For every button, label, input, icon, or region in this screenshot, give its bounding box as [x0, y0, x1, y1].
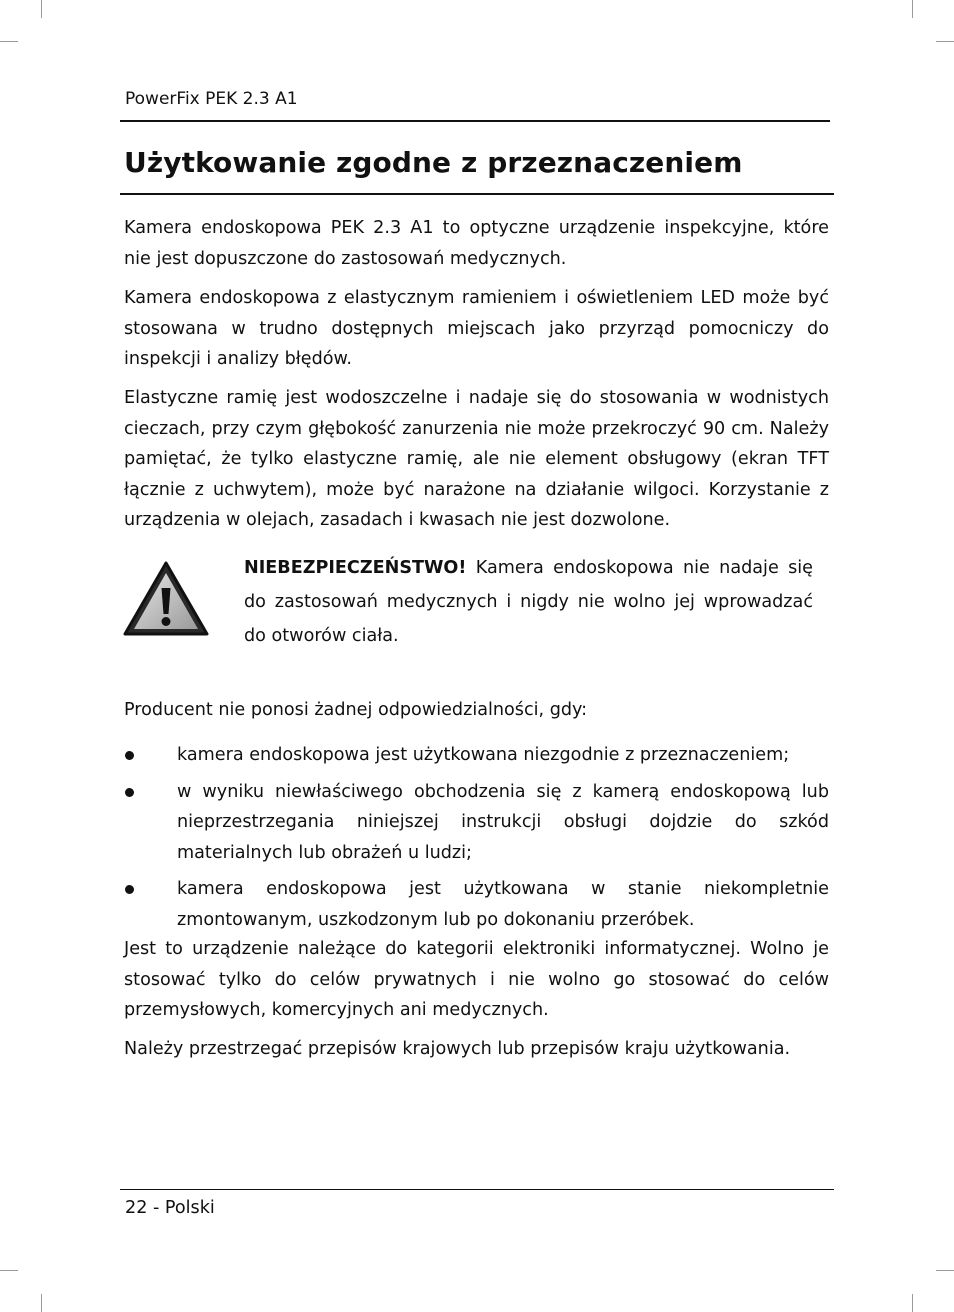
- list-item-text: w wyniku niewłaściwego obchodzenia się z kamerą endoskopową lub nieprzestrzegania niniejszej instrukcji obsługi dojdzie do szkód materialnych lub obrażeń u ludzi;: [177, 781, 829, 863]
- bullet-icon: [125, 788, 134, 797]
- running-header: PowerFix PEK 2.3 A1: [125, 89, 298, 109]
- crop-mark: [936, 41, 954, 42]
- bullet-icon: [125, 885, 134, 894]
- bullet-icon: [125, 751, 134, 760]
- list-item-text: kamera endoskopowa jest użytkowana w stanie niekompletnie zmontowanym, uszkodzonym lub po dokonaniu przeróbek.: [177, 879, 829, 930]
- page-title: Użytkowanie zgodne z przeznaczeniem: [124, 146, 743, 179]
- page-number: 22 - Polski: [125, 1198, 215, 1218]
- warning-body: Kamera endoskopowa nie nadaje się do zastosowań medycznych i nigdy nie wolno jej wprowadzać do otworów ciała.: [244, 558, 813, 646]
- paragraph-regulations: Należy przestrzegać przepisów krajowych lub przepisów kraju użytkowania.: [124, 1039, 791, 1059]
- paragraph-application: Kamera endoskopowa z elastycznym ramieniem i oświetleniem LED może być stosowana w trudno dostępnych miejscach jako przyrząd pomocniczy do inspekcji i analizy błędów.: [124, 288, 829, 369]
- paragraph-device-category: Jest to urządzenie należące do kategorii elektroniki informatycznej. Wolno je stosować tylko do celów prywatnych i nie wolno go stosować do celów przemysłowych, komercyjnych ani medycznych.: [124, 939, 829, 1020]
- liability-list: [124, 740, 829, 935]
- paragraph-intended-use: Kamera endoskopowa PEK 2.3 A1 to optyczne urządzenie inspekcyjne, które nie jest dopuszczone do zastosowań medycznych.: [124, 218, 829, 269]
- list-item-text: kamera endoskopowa jest użytkowana niezgodnie z przeznaczeniem;: [177, 745, 790, 765]
- warning-triangle-icon: [122, 560, 210, 638]
- title-rule: [120, 193, 834, 195]
- header-rule: [120, 120, 830, 122]
- crop-mark: [41, 1294, 42, 1312]
- warning-text: [244, 551, 813, 653]
- crop-mark: [41, 0, 42, 18]
- warning-label: NIEBEZPIECZEŃSTWO!: [244, 558, 467, 578]
- list-item: [124, 874, 829, 935]
- crop-mark: [0, 1270, 18, 1271]
- crop-mark: [0, 41, 18, 42]
- liability-intro: Producent nie ponosi żadnej odpowiedzialności, gdy:: [124, 700, 588, 720]
- crop-mark: [912, 1294, 913, 1312]
- footer-rule: [120, 1189, 834, 1190]
- crop-mark: [912, 0, 913, 18]
- list-item: [124, 777, 829, 869]
- crop-mark: [936, 1270, 954, 1271]
- list-item: [124, 740, 829, 771]
- paragraph-waterproof: Elastyczne ramię jest wodoszczelne i nadaje się do stosowania w wodnistych cieczach, przy czym głębokość zanurzenia nie może przekroczyć 90 cm. Należy pamiętać, że tylko elastyczne ramię, ale nie element obsługowy (ekran TFT łącznie z uchwytem), może być narażone na działanie wilgoci. Korzystanie z urządzenia w olejach, zasadach i kwasach nie jest dozwolone.: [124, 388, 829, 530]
